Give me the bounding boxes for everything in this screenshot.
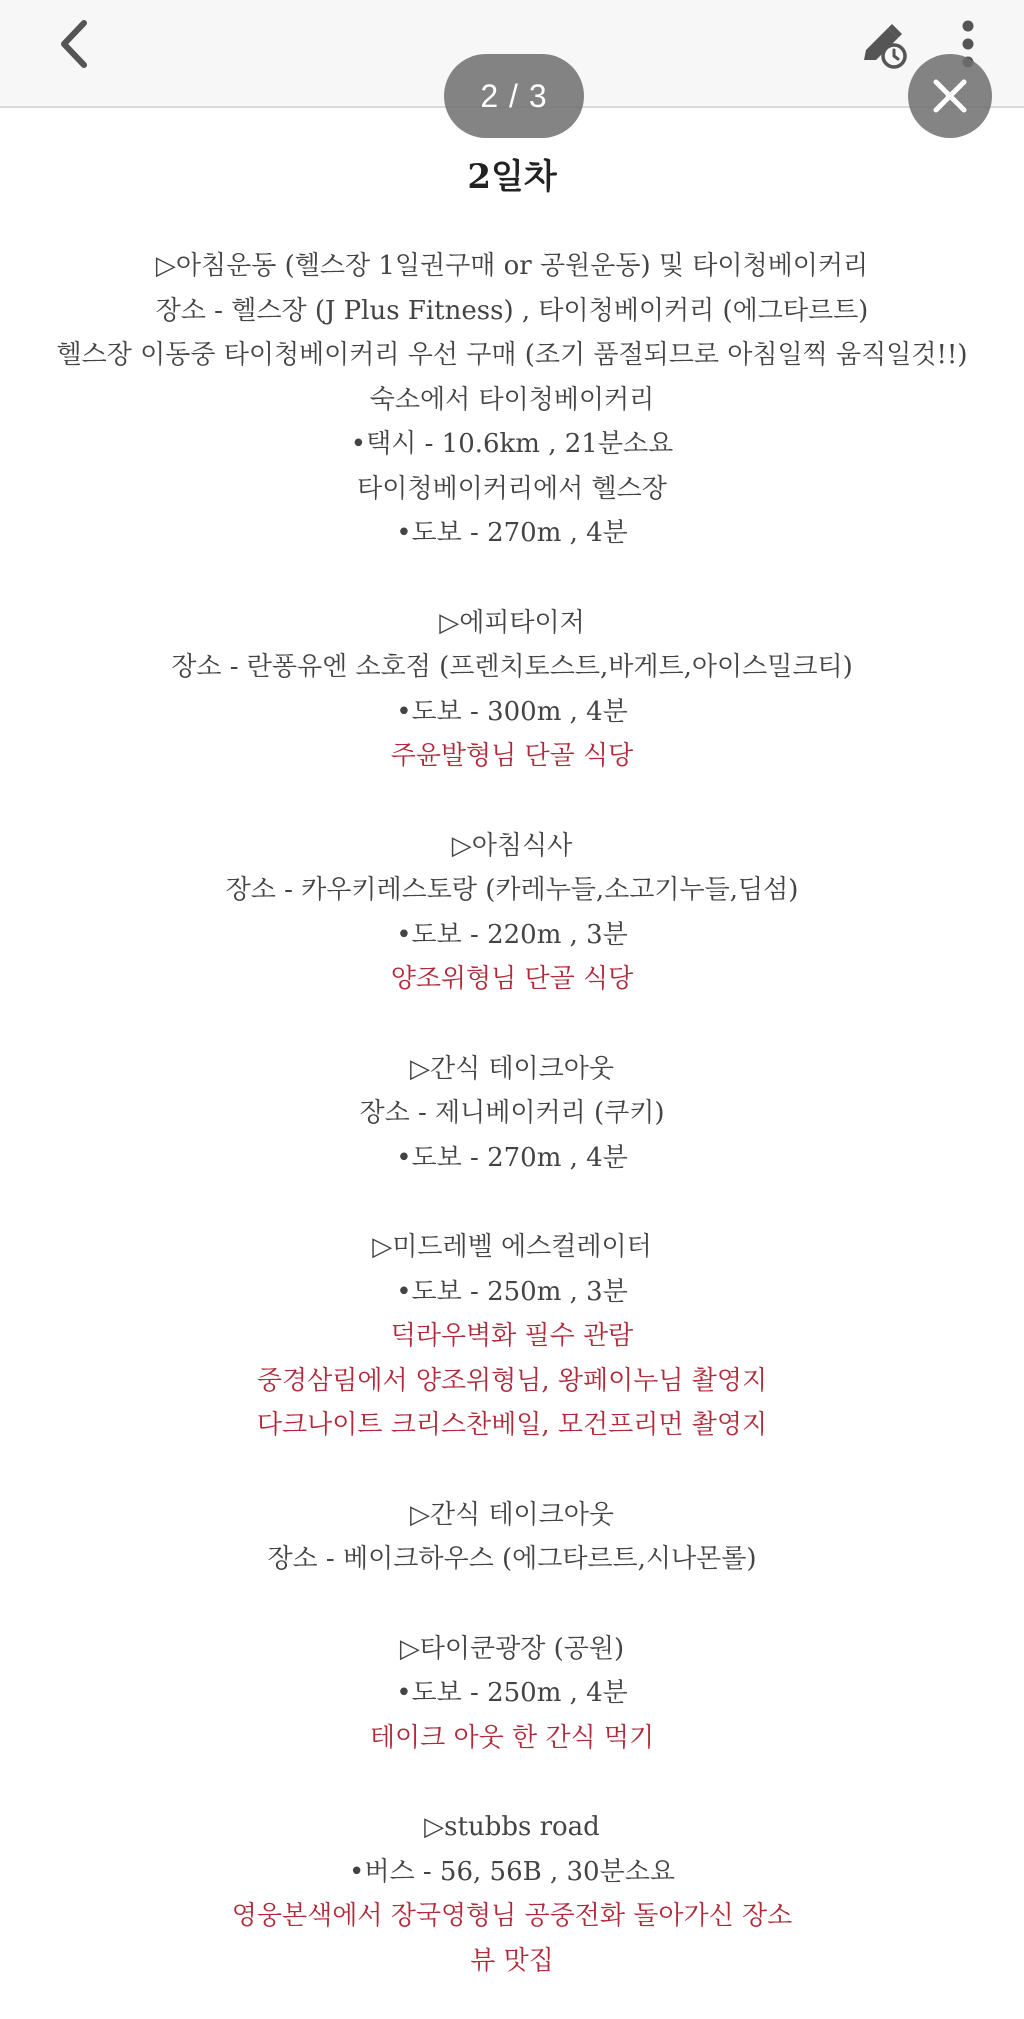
itinerary-line: •택시 - 10.6km , 21분소요 [350, 429, 674, 459]
itinerary-section [0, 244, 1024, 556]
highlight-note: 테이크 아웃 한 간식 먹기 [369, 1722, 655, 1753]
itinerary-line: 숙소에서 타이청베이커리 [369, 384, 655, 415]
section-heading: ▷아침운동 (헬스장 1일권구매 or 공원운동) 및 타이청베이커리 [155, 251, 869, 281]
section-heading: ▷미드레벨 에스컬레이터 [372, 1232, 652, 1262]
itinerary-line: 장소 - 란퐁유엔 소호점 (프렌치토스트,바게트,아이스밀크티) [171, 652, 853, 682]
itinerary-section [0, 1805, 1024, 1983]
highlight-note: 영웅본색에서 장국영형님 공중전화 돌아가신 장소 [231, 1901, 793, 1931]
close-button[interactable] [908, 54, 992, 138]
itinerary-section [0, 1493, 1024, 1582]
itinerary-line: •도보 - 270m , 4분 [396, 518, 628, 548]
close-icon [930, 76, 970, 116]
itinerary-line: •도보 - 250m , 3분 [396, 1276, 628, 1307]
document-content [0, 150, 1024, 2019]
itinerary-line: 장소 - 헬스장 (J Plus Fitness) , 타이청베이커리 (에그타르트) [155, 295, 869, 326]
itinerary-line: 타이청베이커리에서 헬스장 [357, 473, 667, 504]
section-heading: ▷간식 테이크아웃 [409, 1053, 615, 1084]
highlight-note: 덕라우벽화 필수 관람 [390, 1321, 634, 1351]
section-heading: ▷아침식사 [451, 830, 573, 861]
itinerary-line: •도보 - 250m , 4분 [396, 1678, 628, 1708]
itinerary-section [0, 1627, 1024, 1761]
itinerary-section [0, 601, 1024, 779]
edit-button[interactable] [856, 16, 912, 72]
section-heading: ▷stubbs road [424, 1812, 600, 1842]
chevron-left-icon [54, 17, 94, 71]
itinerary-section [0, 1225, 1024, 1448]
highlight-note: 주윤발형님 단골 식당 [390, 741, 634, 771]
page-indicator: 2 / 3 [444, 54, 584, 138]
day-title: 2일차 [467, 157, 557, 197]
itinerary-section [0, 1047, 1024, 1181]
highlight-note: 중경삼림에서 양조위형님, 왕페이누님 촬영지 [256, 1365, 768, 1396]
itinerary-sections [0, 244, 1024, 1983]
section-heading: ▷간식 테이크아웃 [409, 1499, 615, 1530]
itinerary-line: •도보 - 270m , 4분 [396, 1142, 628, 1173]
highlight-note: 다크나이트 크리스찬베일, 모건프리먼 촬영지 [256, 1410, 768, 1440]
itinerary-line: •버스 - 56, 56B , 30분소요 [349, 1856, 675, 1887]
highlight-note: 양조위형님 단골 식당 [390, 964, 634, 994]
itinerary-line: 장소 - 카우키레스토랑 (카레누들,소고기누들,딤섬) [225, 875, 799, 905]
back-button[interactable] [44, 14, 104, 74]
itinerary-line: 장소 - 베이크하우스 (에그타르트,시나몬롤) [267, 1544, 757, 1574]
itinerary-line: •도보 - 220m , 3분 [396, 919, 628, 950]
highlight-note: 뷰 맛집 [470, 1945, 554, 1976]
itinerary-line: 장소 - 제니베이커리 (쿠키) [359, 1098, 665, 1128]
section-heading: ▷에피타이저 [439, 607, 585, 638]
section-heading: ▷타이쿤광장 (공원) [399, 1633, 625, 1664]
itinerary-line: 헬스장 이동중 타이청베이커리 우선 구매 (조기 품절되므로 아침일찍 움직일것!!) [56, 340, 968, 370]
itinerary-section [0, 824, 1024, 1002]
pencil-clock-icon [858, 18, 910, 70]
itinerary-line: •도보 - 300m , 4분 [396, 696, 628, 727]
